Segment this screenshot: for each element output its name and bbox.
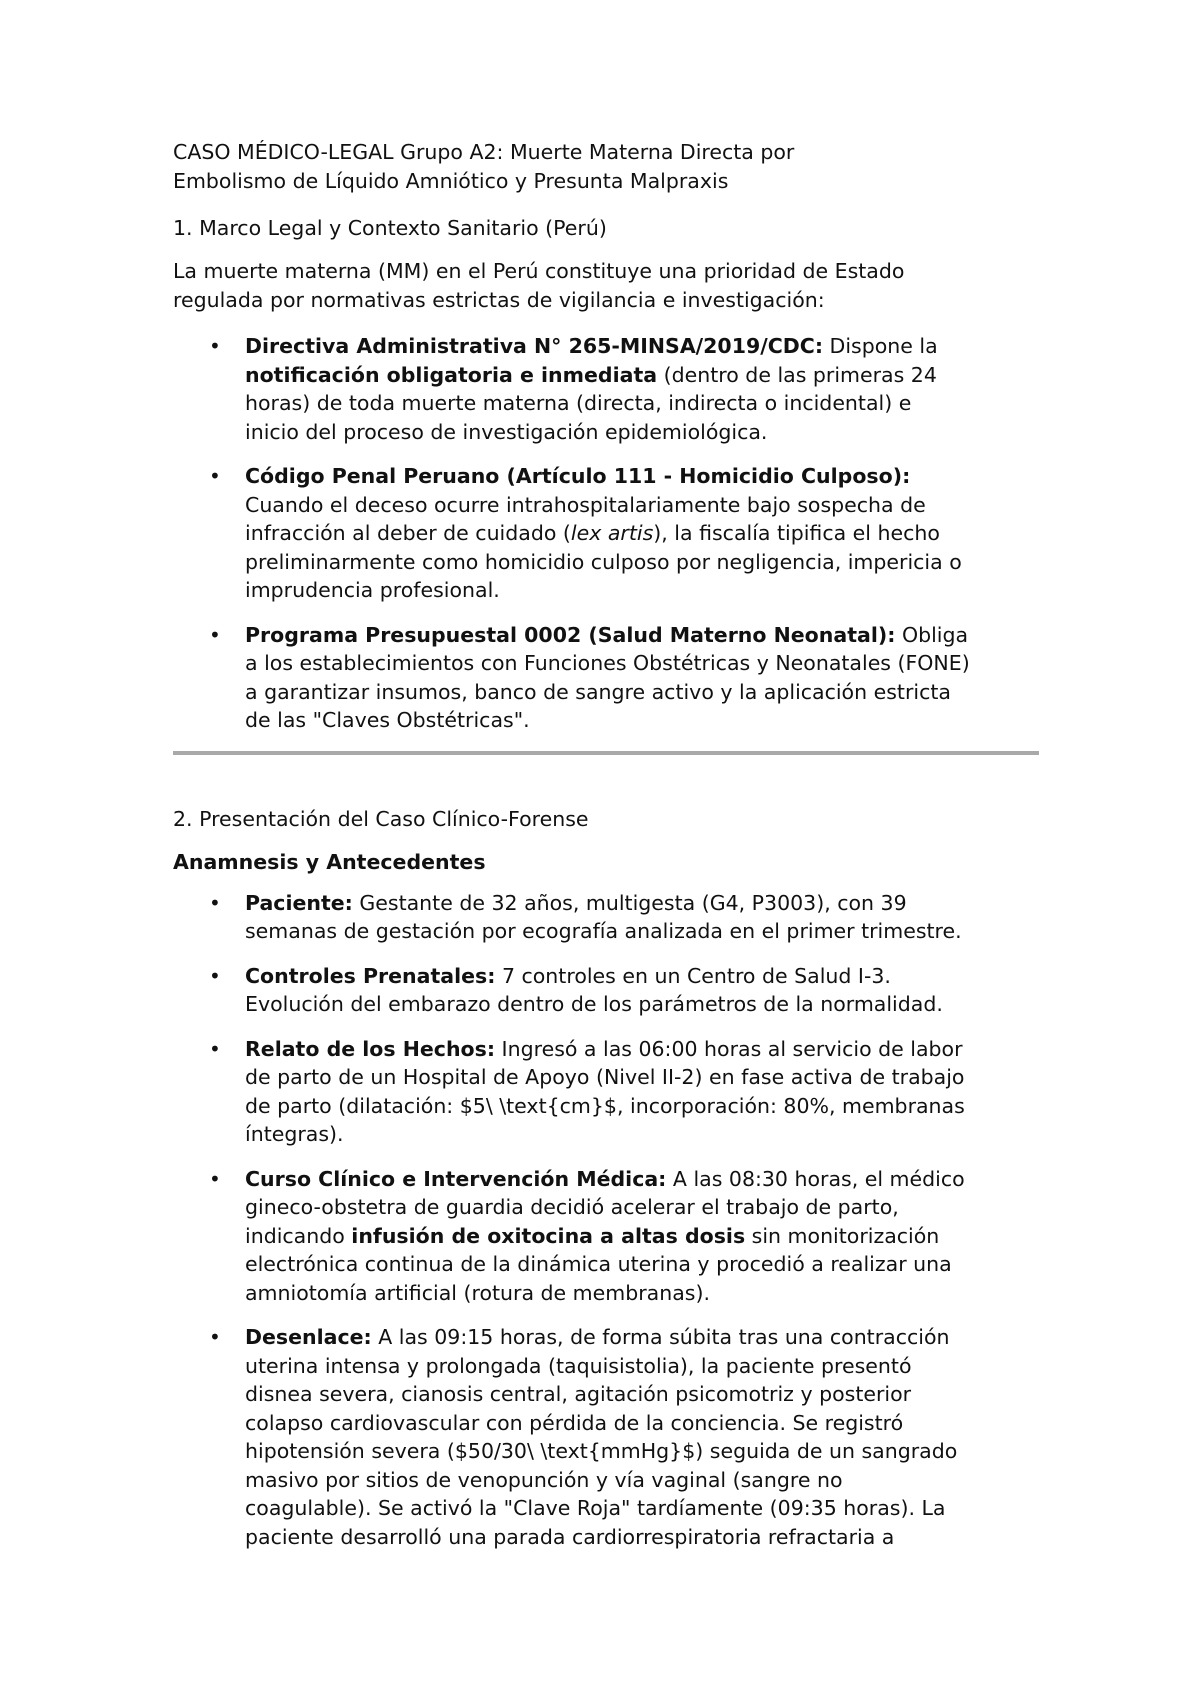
section-1-heading: 1. Marco Legal y Contexto Sanitario (Perú) — [173, 216, 607, 240]
list-item-curso-clinico: • Curso Clínico e Intervención Médica: A las 08:30 horas, el médico gineco-obstetra de guardia decidió acelerar el trabajo de parto, indicando infusión de oxitocina a altas dosis sin monitorización electrónica continua de la dinámica uterina y procedió a realizar una amniotomía artificial (rotura de membranas). — [209, 1166, 965, 1305]
bullet-icon: • — [209, 464, 221, 488]
list-item-paciente: • Paciente: Gestante de 32 años, multigesta (G4, P3003), con 39 semanas de gestación por ecografía analizada en el primer trimestre. — [209, 890, 962, 943]
document-title — [173, 138, 1043, 196]
bullet-icon: • — [209, 1325, 221, 1349]
list-item-relato-hechos: • Relato de los Hechos: Ingresó a las 06:00 horas al servicio de labor de parto de un Hospital de Apoyo (Nivel II-2) en fase activa de trabajo de parto (dilatación: $5\ \text{cm}$, incorporación: 80%, membranas íntegras). — [209, 1036, 965, 1146]
bullet-icon: • — [209, 622, 221, 647]
bullet-icon: • — [209, 890, 221, 915]
list-item-codigo-penal: • Código Penal Peruano (Artículo 111 - Homicidio Culposo): Cuando el deceso ocurre intrahospitalariamente bajo sospecha de infracción al deber de cuidado (lex artis), la fiscalía tipifica el hecho preliminarmente como homicidio culposo por negligencia, impericia o imprudencia profesional. — [209, 464, 962, 602]
list-item-controles-prenatales: • Controles Prenatales: 7 controles en un Centro de Salud I-3. Evolución del embarazo dentro de los parámetros de la normalidad. — [209, 963, 943, 1016]
bullet-icon: • — [209, 1166, 221, 1191]
list-item-programa-presupuestal: • Programa Presupuestal 0002 (Salud Materno Neonatal): Obliga a los establecimientos con Funciones Obstétricas y Neonatales (FONE) a garantizar insumos, banco de sangre activo y la aplicación estricta de las "Claves Obstétricas". — [209, 622, 970, 732]
list-item-desenlace: • Desenlace: A las 09:15 horas, de forma súbita tras una contracción uterina intensa y prolongada (taquisistolia), la paciente presentó disnea severa, cianosis central, agitación psicomotriz y posterior colapso cardiovascular con pérdida de la conciencia. Se registró hipotensión severa ($50/30\ \text{mmHg}$) seguida de un sangrado masivo por sitios de venopunción y vía vaginal (sangre no coagulable). Se activó la "Clave Roja" tardíamente (09:35 horas). La paciente desarrolló una parada cardiorrespiratoria refractaria a — [209, 1325, 958, 1549]
bullet-icon: • — [209, 1036, 221, 1061]
title-line-1: CASO MÉDICO-LEGAL Grupo A2: Muerte Materna Directa por — [173, 140, 795, 164]
document-page — [173, 138, 1043, 1567]
section-2-subheading: Anamnesis y Antecedentes — [173, 849, 486, 874]
section-1-list — [173, 332, 1043, 735]
list-item-directiva: • Directiva Administrativa N° 265-MINSA/2019/CDC: Dispone la notificación obligatoria e inmediata (dentro de las primeras 24 horas) de toda muerte materna (directa, indirecta o incidental) e inicio del proceso de investigación epidemiológica. — [209, 334, 938, 444]
section-2-heading: 2. Presentación del Caso Clínico-Forense — [173, 806, 589, 831]
bullet-icon: • — [209, 963, 221, 988]
bullet-icon: • — [209, 334, 221, 358]
section-1-intro: La muerte materna (MM) en el Perú constituye una prioridad de Estado regulada por normativas estrictas de vigilancia e investigación: — [173, 259, 905, 312]
section-2-list — [173, 889, 1043, 1552]
title-line-2: Embolismo de Líquido Amniótico y Presunta Malpraxis — [173, 169, 729, 193]
